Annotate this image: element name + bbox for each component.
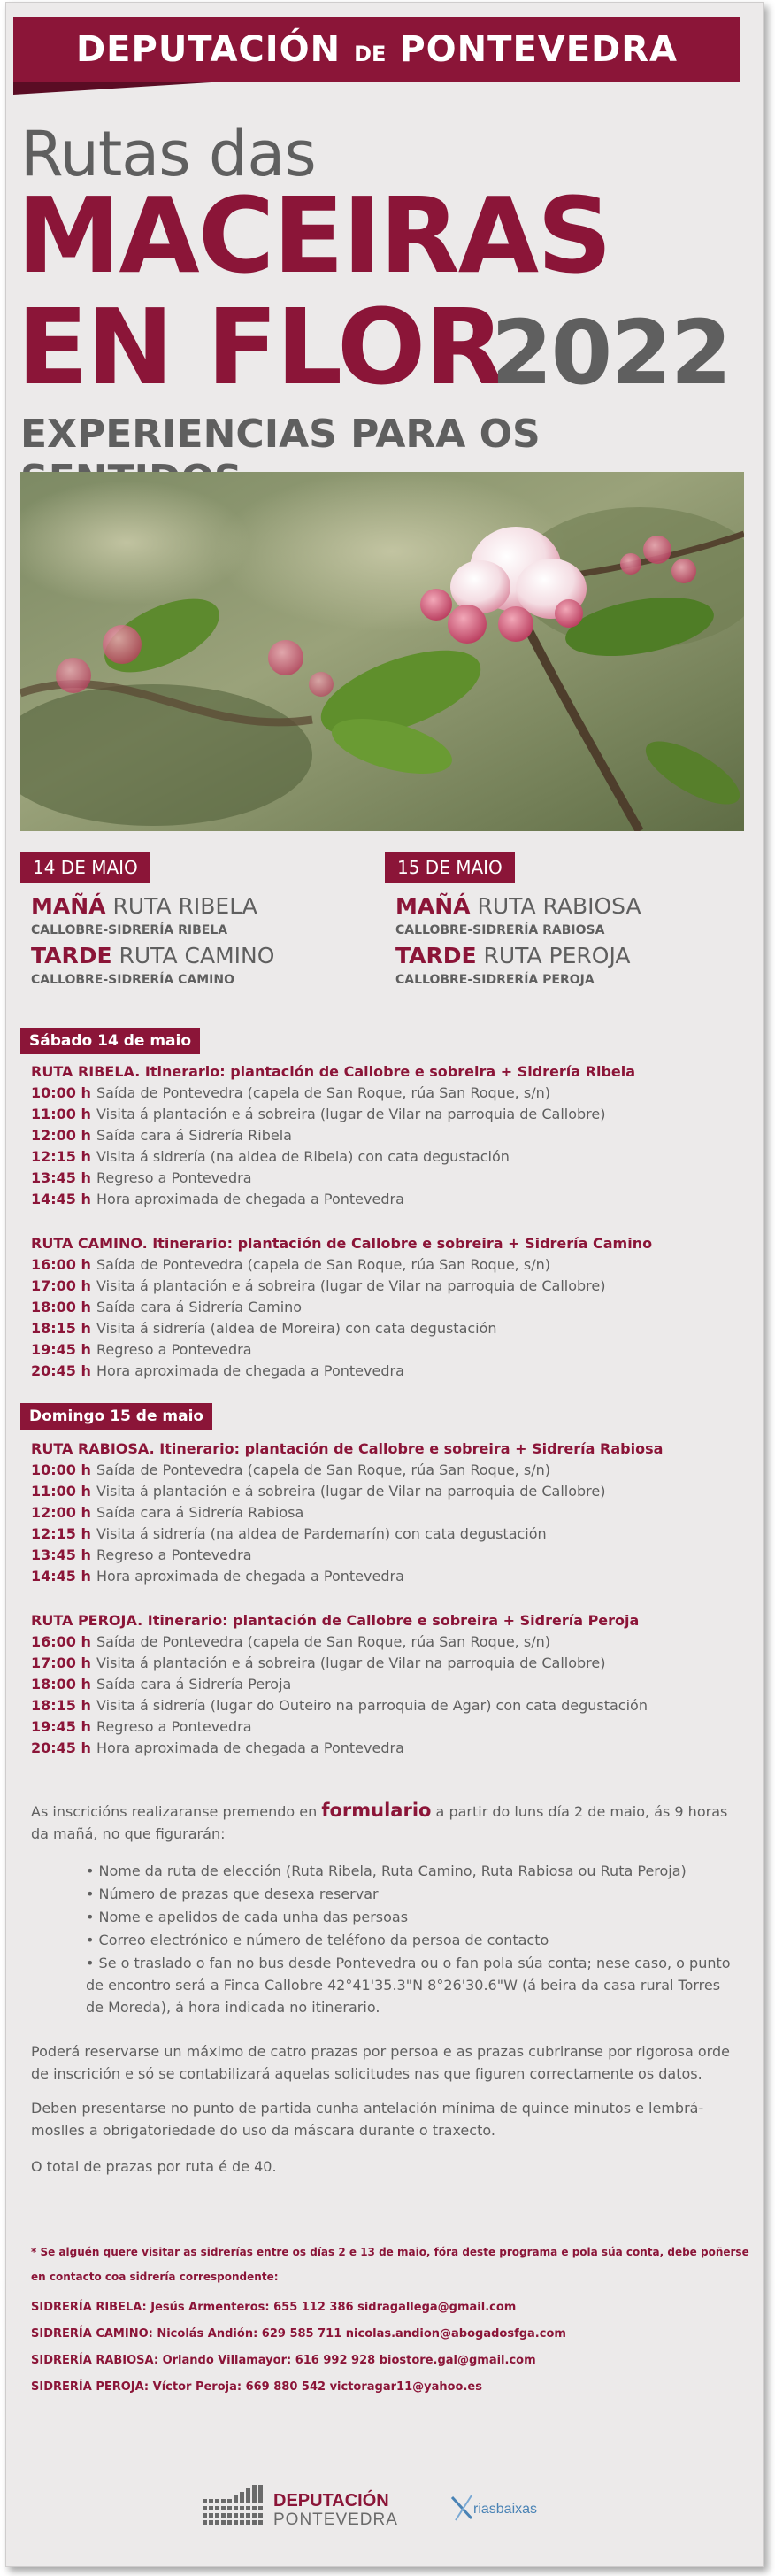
contact-peroja: SIDRERÍA PEROJA: Víctor Peroja: 669 880 542 victoragar11@yahoo.es [31,2380,482,2394]
bullet-text: Nome da ruta de elección (Ruta Ribela, Ruta Camino, Ruta Rabiosa ou Ruta Peroja) [98,1863,687,1879]
schedule-row [31,1568,404,1585]
row-desc: Visita á sidrería (na aldea de Ribela) con cata degustación [96,1148,510,1165]
banner-fold [13,82,211,95]
bullet-item: • Se o traslado o fan no bus desde Pontevedra ou o fan pola súa conta; nese caso, o punto de encontro será a Finca Callobre 42°41'35.3"N 8°26'30.6"W (á beira da casa rural Torres de Moreda), á hora indicada no itinerario. [86,1955,731,2016]
row-time: 13:45 h [31,1546,91,1563]
row-time: 18:00 h [31,1676,91,1693]
row-time: 18:15 h [31,1320,91,1337]
overview-15-morning-label: MAÑÁ [395,893,471,919]
riasbaixas-x-icon [449,2490,572,2526]
row-time: 12:15 h [31,1148,91,1165]
row-time: 14:45 h [31,1568,91,1585]
title-line1: Rutas das [20,118,316,190]
footnote-line2: en contacto coa sidrería correspondente: [31,2271,279,2283]
footnote-line1: * Se alguén quere visitar as sidrerías entre os días 2 e 13 de maio, fóra deste programa e pola súa conta, debe poñerse [31,2246,749,2258]
intro-before: As inscricións realizaranse premendo en [31,1803,322,1820]
overview-14-morning [31,893,257,919]
contact-ribela: SIDRERÍA RIBELA: Jesús Armenteros: 655 112 386 sidragallega@gmail.com [31,2301,517,2314]
title-line3: EN FLOR [17,286,503,408]
row-desc: Saída cara á Sidrería Ribela [96,1127,292,1144]
schedule-row [31,1148,510,1165]
row-desc: Hora aproximada de chegada a Pontevedra [96,1191,404,1207]
row-desc: Saída de Pontevedra (capela de San Roque, rúa San Roque, s/n) [96,1633,550,1650]
row-time: 12:15 h [31,1525,91,1542]
overview-15-afternoon [395,943,631,968]
schedule-row [31,1320,497,1337]
route-title-camino: RUTA CAMINO. Itinerario: plantación de Callobre e sobreira + Sidrería Camino [31,1235,653,1252]
day-tag-saturday: Sábado 14 de maio [20,1028,200,1054]
row-desc: Saída de Pontevedra (capela de San Roque, rúa San Roque, s/n) [96,1256,550,1273]
contact-rabiosa: SIDRERÍA RABIOSA: Orlando Villamayor: 616 992 928 biostore.gal@gmail.com [31,2354,536,2367]
overview-14-afternoon [31,943,274,968]
banner-org-place: PONTEVEDRA [399,29,679,70]
row-desc: Visita á plantación e á sobreira (lugar de Vilar na parroquia de Callobre) [96,1106,606,1122]
schedule-row [31,1299,302,1315]
registration-intro [31,1800,740,1845]
logo-dep-line1: DEPUTACIÓN [273,2491,389,2510]
row-time: 12:00 h [31,1127,91,1144]
banner-org-de: DE [354,42,387,66]
apple-blossom-photo [20,472,744,831]
row-time: 12:00 h [31,1504,91,1521]
row-time: 17:00 h [31,1277,91,1294]
row-desc: Visita á sidrería (aldea de Moreira) con cata degustación [96,1320,497,1337]
poster [5,2,764,2567]
route-title-peroja: RUTA PEROJA. Itinerario: plantación de Callobre e sobreira + Sidrería Peroja [31,1612,640,1629]
overview-15-afternoon-route: RUTA PEROJA [483,943,631,968]
riasbaixas-logo [449,2490,572,2526]
row-time: 20:45 h [31,1739,91,1756]
schedule-row [31,1546,252,1563]
row-time: 11:00 h [31,1106,91,1122]
overview-date-14: 14 DE MAIO [20,852,150,883]
bullet-item: • Nome da ruta de elección (Ruta Ribela, Ruta Camino, Ruta Rabiosa ou Ruta Peroja) [86,1863,687,1879]
row-desc: Saída cara á Sidrería Rabiosa [96,1504,304,1521]
row-desc: Visita á plantación e á sobreira (lugar de Vilar na parroquia de Callobre) [96,1654,606,1671]
row-time: 16:00 h [31,1256,91,1273]
row-time: 19:45 h [31,1718,91,1735]
overview-14-morning-label: MAÑÁ [31,893,106,919]
bullet-text: Número de prazas que desexa reservar [98,1886,379,1902]
route-title-rabiosa: RUTA RABIOSA. Itinerario: plantación de Callobre e sobreira + Sidrería Rabiosa [31,1440,664,1457]
bullet-text: Nome e apelidos de cada unha das persoas [98,1909,409,1925]
row-desc: Hora aproximada de chegada a Pontevedra [96,1362,404,1379]
formulario-link[interactable]: formulario [321,1800,432,1821]
overview-15-morning-route: RUTA RABIOSA [477,893,641,919]
row-time: 10:00 h [31,1462,91,1478]
row-desc: Visita á plantación e á sobreira (lugar de Vilar na parroquia de Callobre) [96,1277,606,1294]
schedule-row [31,1483,605,1500]
bullet-text: Correo electrónico e número de teléfono da persoa de contacto [98,1932,549,1948]
deputacion-dots-icon [203,2485,406,2533]
bullet-text: Se o traslado o fan no bus desde Pontevedra ou o fan pola súa conta; nese caso, o punto de encontro será a Finca Callobre 42°41'35.3"N 8°26'30.6"W (á beira da casa rural Torres de Moreda), á hora indicada no itinerario. [86,1955,731,2016]
row-desc: Hora aproximada de chegada a Pontevedra [96,1568,404,1585]
row-time: 18:15 h [31,1697,91,1714]
overview-14-morning-route: RUTA RIBELA [112,893,257,919]
intro-after: a partir do luns día 2 de maio, ás 9 horas da mañá, no que figurarán: [31,1803,728,1842]
row-time: 17:00 h [31,1654,91,1671]
overview-14-afternoon-label: TARDE [31,943,112,968]
schedule-row [31,1169,252,1186]
schedule-row [31,1718,252,1735]
schedule-row [31,1504,303,1521]
row-desc: Regreso a Pontevedra [96,1546,252,1563]
row-desc: Saída cara á Sidrería Camino [96,1299,303,1315]
arrival-paragraph: Deben presentarse no punto de partida cunha antelación mínima de quince minutos e lembrá-moslles a obrigatoriedade do uso da máscara durante o traxecto. [31,2100,704,2139]
schedule-row [31,1277,605,1294]
row-time: 14:45 h [31,1191,91,1207]
schedule-row [31,1462,550,1478]
total-places-paragraph: O total de prazas por ruta é de 40. [31,2158,277,2175]
overview-15-afternoon-label: TARDE [395,943,477,968]
row-desc: Saída de Pontevedra (capela de San Roque, rúa San Roque, s/n) [96,1462,550,1478]
schedule-row [31,1633,550,1650]
row-desc: Regreso a Pontevedra [96,1169,252,1186]
row-time: 11:00 h [31,1483,91,1500]
deputacion-logo [203,2485,406,2533]
row-desc: Saída de Pontevedra (capela de San Roque, rúa San Roque, s/n) [96,1084,550,1101]
reservation-paragraph: Poderá reservarse un máximo de catro prazas por persoa e as prazas cubriranse por rigorosa orde de inscrición e só se contabilizará aquelas solicitudes nas que figuren correctamente os datos. [31,2043,730,2082]
contact-camino: SIDRERÍA CAMINO: Nicolás Andión: 629 585 711 nicolas.andion@abogadosfga.com [31,2327,566,2341]
schedule-row [31,1106,605,1122]
subtitle: EXPERIENCIAS PARA OS [20,412,541,457]
row-desc: Regreso a Pontevedra [96,1718,252,1735]
logo-dep-line2: PONTEVEDRA [273,2510,398,2529]
schedule-row [31,1084,550,1101]
row-desc: Visita á sidrería (na aldea de Pardemarín) con cata degustación [96,1525,547,1542]
logo-rias-text: riasbaixas [473,2502,538,2517]
title-line2: MACEIRAS [17,174,611,297]
bullet-item: • Correo electrónico e número de teléfono da persoa de contacto [86,1932,549,1948]
row-desc: Regreso a Pontevedra [96,1341,252,1358]
route-title-ribela: RUTA RIBELA. Itinerario: plantación de Callobre e sobreira + Sidrería Ribela [31,1063,636,1080]
schedule-row [31,1256,550,1273]
row-time: 19:45 h [31,1341,91,1358]
schedule-row [31,1127,292,1144]
overview-15-morning-place: CALLOBRE-SIDRERÍA RABIOSA [395,923,605,937]
overview-15-morning [395,893,641,919]
schedule-row [31,1739,404,1756]
row-desc: Visita á plantación e á sobreira (lugar de Vilar na parroquia de Callobre) [96,1483,606,1500]
title-year: 2022 [491,301,731,405]
schedule-row [31,1654,605,1671]
schedule-row [31,1341,252,1358]
row-time: 18:00 h [31,1299,91,1315]
banner-org-main: DEPUTACIÓN [75,29,341,70]
banner-title [13,29,740,70]
bullet-item: • Nome e apelidos de cada unha das persoas [86,1909,409,1925]
row-time: 13:45 h [31,1169,91,1186]
top-banner [13,17,740,82]
schedule-row [31,1525,547,1542]
row-time: 16:00 h [31,1633,91,1650]
overview-14-morning-place: CALLOBRE-SIDRERÍA RIBELA [31,923,228,937]
overview-15-afternoon-place: CALLOBRE-SIDRERÍA PEROJA [395,973,595,987]
row-desc: Visita á sidrería (lugar do Outeiro na parroquia de Agar) con cata degustación [96,1697,648,1714]
row-desc: Saída cara á Sidrería Peroja [96,1676,292,1693]
row-time: 10:00 h [31,1084,91,1101]
bullet-item: • Número de prazas que desexa reservar [86,1886,379,1902]
row-time: 20:45 h [31,1362,91,1379]
overview-date-15: 15 DE MAIO [385,852,515,883]
overview-14-afternoon-route: RUTA CAMINO [119,943,275,968]
schedule-row [31,1362,404,1379]
schedule-row [31,1676,291,1693]
row-desc: Hora aproximada de chegada a Pontevedra [96,1739,404,1756]
schedule-row [31,1191,404,1207]
day-tag-sunday: Domingo 15 de maio [20,1403,212,1430]
schedule-row [31,1697,648,1714]
overview-14-afternoon-place: CALLOBRE-SIDRERÍA CAMINO [31,973,235,987]
